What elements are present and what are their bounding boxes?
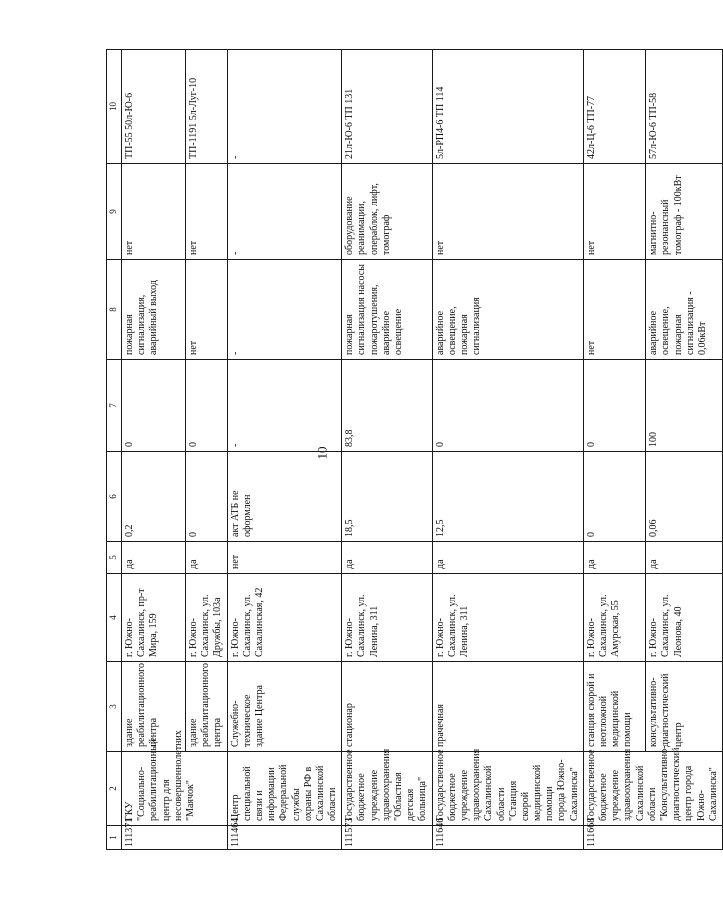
cell-col5: да bbox=[186, 542, 228, 574]
object-id: 111573 bbox=[342, 826, 432, 850]
address: г. Южно-Сахалинск, ул. Ленина, 311 bbox=[432, 574, 583, 662]
building-name: здание реабилитационного центра bbox=[186, 662, 228, 752]
column-header: 10 bbox=[107, 50, 122, 164]
rotated-table-container bbox=[106, 50, 719, 850]
cell-col9: нет bbox=[122, 164, 186, 260]
organization-name: Центр специальной связи и информации Федеральной службы охраны РФ в Сахалинской области bbox=[227, 752, 342, 826]
cell-col6: 0 bbox=[583, 452, 645, 542]
header-row bbox=[107, 50, 122, 850]
cell-col6: 0,06 bbox=[646, 452, 723, 542]
cell-col6: 18,5 bbox=[342, 452, 432, 542]
cell-col8: - bbox=[227, 260, 342, 360]
table-row bbox=[432, 50, 583, 850]
object-id: 111668 bbox=[583, 826, 722, 850]
table-row bbox=[646, 50, 723, 850]
column-header: 1 bbox=[107, 826, 122, 850]
cell-col10: - bbox=[227, 50, 342, 164]
cell-col8: аварийное освещение, пожарная сигнализация - 0,06кВт bbox=[646, 260, 723, 360]
building-name: станция скорой и неотложной медицинской помощи bbox=[583, 662, 645, 752]
address: г. Южно-Сахалинск, ул. Леонова, 40 bbox=[646, 574, 723, 662]
data-table bbox=[106, 49, 723, 850]
cell-col9: магнитно-резонансный томограф - 100кВт bbox=[646, 164, 723, 260]
table-row bbox=[583, 50, 645, 850]
building-name: консультативно-диагностический центр bbox=[646, 662, 723, 752]
cell-col10: 42л-Ц-6 ТП-77 bbox=[583, 50, 645, 164]
cell-col8: нет bbox=[583, 260, 645, 360]
address: г. Южно-Сахалинск, ул. Дружбы, 103а bbox=[186, 574, 228, 662]
table-row bbox=[227, 50, 342, 850]
cell-col5: да bbox=[646, 542, 723, 574]
cell-col9: нет bbox=[186, 164, 228, 260]
cell-col7: - bbox=[227, 360, 342, 452]
column-header: 2 bbox=[107, 752, 122, 826]
cell-col5: нет bbox=[227, 542, 342, 574]
address: г. Южно-Сахалинск, пр-т Мира, 159 bbox=[122, 574, 186, 662]
cell-col10: 21л-Ю-6 ТП 131 bbox=[342, 50, 432, 164]
building-name: Служебно-техническое здание Центра bbox=[227, 662, 342, 752]
cell-col9: - bbox=[227, 164, 342, 260]
building-name: прачечная bbox=[432, 662, 583, 752]
cell-col7: 0 bbox=[583, 360, 645, 452]
cell-col6: 0,2 bbox=[122, 452, 186, 542]
address: г. Южно-Сахалинск, ул. Сахалинская, 42 bbox=[227, 574, 342, 662]
column-header: 8 bbox=[107, 260, 122, 360]
organization-name: Государственное бюджетное учреждение здравоохранения "Областная детская больница" bbox=[342, 752, 432, 826]
cell-col7: 83,8 bbox=[342, 360, 432, 452]
cell-col5: да bbox=[583, 542, 645, 574]
organization-name: Государственное бюджетное учреждение здравоохранения Сахалинской области "Консультативно-диагностический центр города Южно-Сахалинска" bbox=[583, 752, 722, 826]
table-row bbox=[186, 50, 228, 850]
cell-col5: да bbox=[342, 542, 432, 574]
cell-col6: акт АТБ не оформлен bbox=[227, 452, 342, 542]
building-name: стационар bbox=[342, 662, 432, 752]
cell-col7: 0 bbox=[122, 360, 186, 452]
column-header: 4 bbox=[107, 574, 122, 662]
cell-col10: ТП-1191 5л-Луг-10 bbox=[186, 50, 228, 164]
object-id: 111464 bbox=[227, 826, 342, 850]
cell-col10: 57л-Ю-6 ТП-58 bbox=[646, 50, 723, 164]
cell-col5: да bbox=[432, 542, 583, 574]
address: г. Южно-Сахалинск, ул. Амурская, 55 bbox=[583, 574, 645, 662]
cell-col9: оборудование реанимации, операблок, лифт, томограф bbox=[342, 164, 432, 260]
table-row bbox=[122, 50, 186, 850]
object-id: 111371 bbox=[122, 826, 228, 850]
cell-col8: аварийное освещение, пожарная сигнализация bbox=[432, 260, 583, 360]
organization-name: Государственное бюджетное учреждение здравоохранения Сахалинской области "Станция скорой медицинской помощи города Южно-Сахалинска" bbox=[432, 752, 583, 826]
building-name: здание реабилитационного центра bbox=[122, 662, 186, 752]
cell-col7: 0 bbox=[186, 360, 228, 452]
object-id: 111646 bbox=[432, 826, 583, 850]
column-header: 6 bbox=[107, 452, 122, 542]
cell-col7: 0 bbox=[432, 360, 583, 452]
column-header: 7 bbox=[107, 360, 122, 452]
table-row bbox=[342, 50, 432, 850]
cell-col8: нет bbox=[186, 260, 228, 360]
cell-col9: нет bbox=[583, 164, 645, 260]
organization-name: ГКУ "Социально-реабилитационный центр для несовершеннолетних "Маячок" bbox=[122, 752, 228, 826]
cell-col6: 0 bbox=[186, 452, 228, 542]
address: г. Южно-Сахалинск, ул. Ленина, 311 bbox=[342, 574, 432, 662]
column-header: 5 bbox=[107, 542, 122, 574]
cell-col5: да bbox=[122, 542, 186, 574]
page-number: 10 bbox=[314, 446, 329, 460]
cell-col10: 5л-РП4-6 ТП 114 bbox=[432, 50, 583, 164]
cell-col8: пожарная сигнализация насосы пожаротушения, аварийное освещение bbox=[342, 260, 432, 360]
cell-col10: ТП-55 50л-Ю-6 bbox=[122, 50, 186, 164]
cell-col6: 12,5 bbox=[432, 452, 583, 542]
cell-col7: 100 bbox=[646, 360, 723, 452]
cell-col8: пожарная сигнализация, аварийный выход bbox=[122, 260, 186, 360]
cell-col9: нет bbox=[432, 164, 583, 260]
column-header: 9 bbox=[107, 164, 122, 260]
column-header: 3 bbox=[107, 662, 122, 752]
